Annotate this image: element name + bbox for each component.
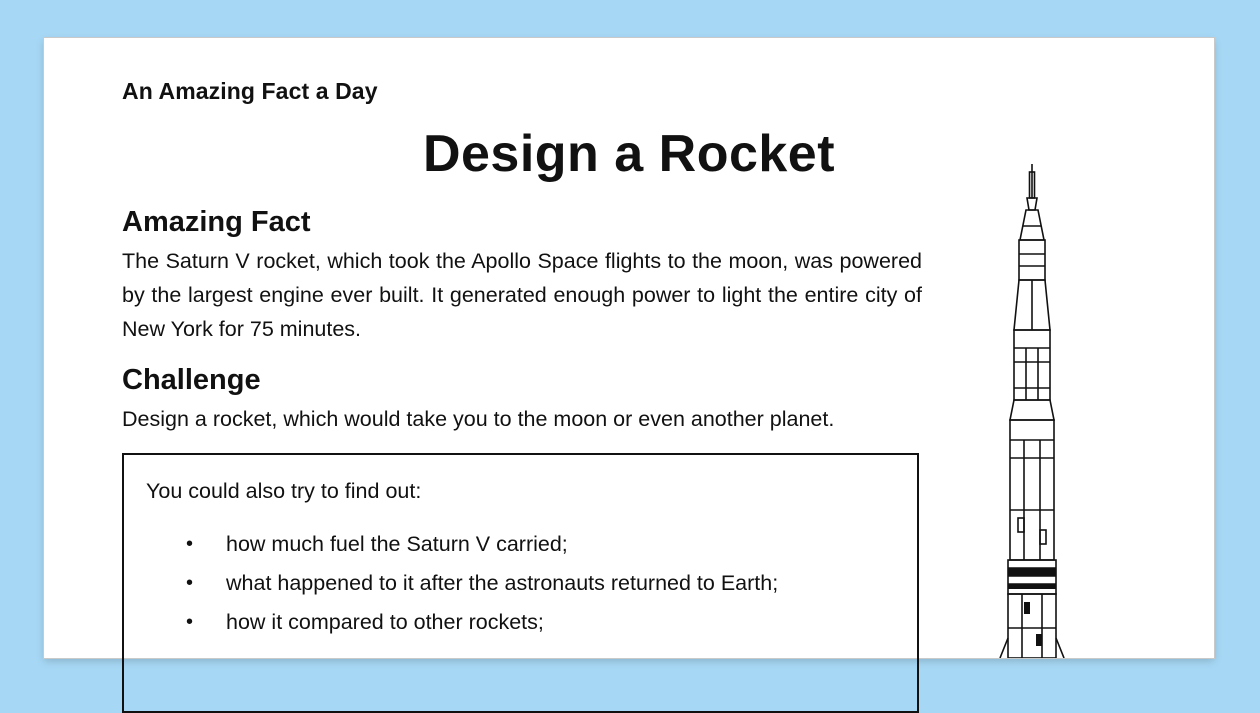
list-item [124,564,778,603]
amazing-fact-text: The Saturn V rocket, which took the Apollo Space flights to the moon, was powered by the largest engine ever built. It generated enough power to light the entire city of New York for 75 minutes. [122,249,922,341]
list-item-text: how much fuel the Saturn V carried; [226,532,568,556]
find-out-intro: You could also try to find out: [146,479,422,503]
challenge-heading: Challenge [122,364,261,396]
bullet-icon: • [186,572,194,594]
list-item [124,603,778,642]
list-item-text: how it compared to other rockets; [226,610,544,634]
bullet-icon: • [186,611,194,633]
worksheet-page [44,38,1214,658]
saturn-v-rocket-icon [974,158,1094,658]
list-item-text: what happened to it after the astronauts returned to Earth; [226,571,779,595]
bullet-icon: • [186,533,194,555]
amazing-fact-heading: Amazing Fact [122,206,311,238]
series-label: An Amazing Fact a Day [122,78,378,104]
page-title: Design a Rocket [422,125,836,183]
list-item [124,525,778,564]
challenge-text: Design a rocket, which would take you to the moon or even another planet. [122,407,835,431]
find-out-list [124,525,778,642]
find-out-box [122,453,919,713]
